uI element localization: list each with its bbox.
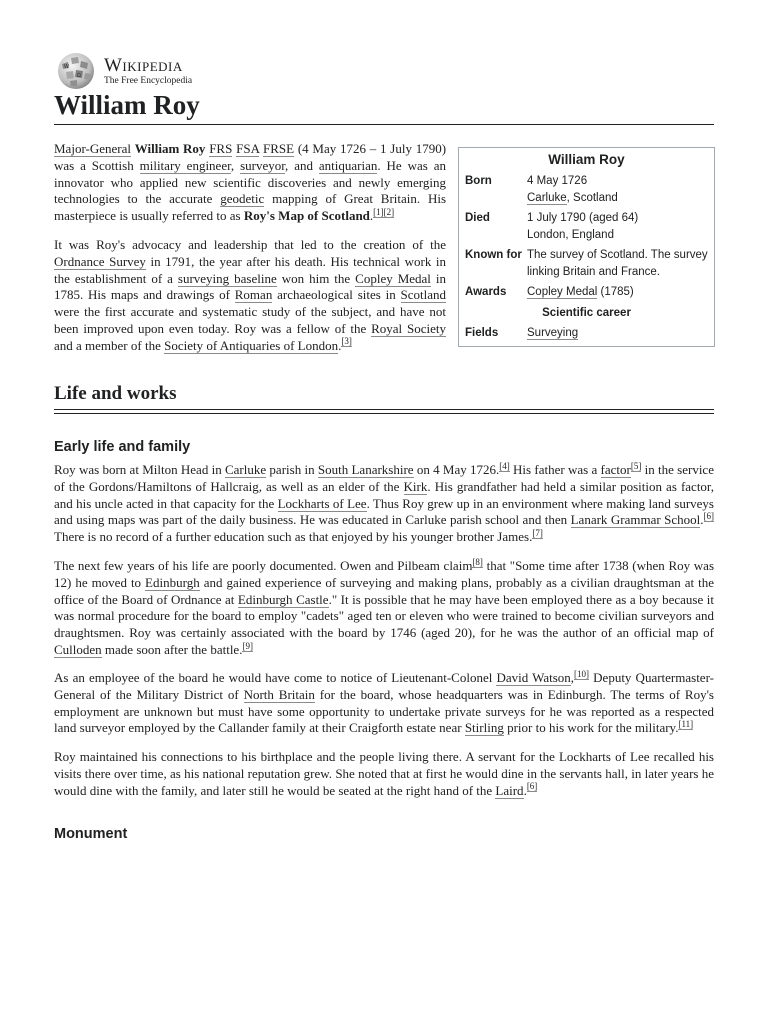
subject-name: William Roy bbox=[134, 141, 206, 156]
infobox-row-awards: Awards Copley Medal (1785) bbox=[465, 286, 634, 298]
citation-9[interactable]: [9] bbox=[242, 640, 253, 651]
infobox bbox=[458, 147, 715, 347]
link-south-lanarkshire[interactable]: South Lanarkshire bbox=[317, 462, 414, 477]
link-frs[interactable]: FRS bbox=[209, 141, 233, 156]
link-surveyor[interactable]: surveyor bbox=[240, 157, 286, 173]
link-ordnance-survey[interactable]: Ordnance Survey bbox=[54, 253, 146, 269]
link-royal-society[interactable]: Royal Society bbox=[371, 320, 447, 336]
link-kirk[interactable]: Kirk bbox=[403, 478, 428, 494]
citation-1[interactable]: [1] bbox=[373, 206, 384, 217]
citation-6-b[interactable]: [6] bbox=[526, 781, 538, 792]
lead-paragraph-2: It was Roy's advocacy and leadership that led to the creation of the Ordnance Survey in 1791, the year after his death. His technical work in the establishment of a surveying baseline won him the Copley Medal in 1785. His maps and drawings of Roman archaeological sites in Scotland were the first accurate and systematic study of the subject, and have not been improved upon even today. Roy was a fellow of the Royal Society and a member of the Society of Antiquaries of London.[3] bbox=[54, 237, 447, 353]
link-frse[interactable]: FRSE bbox=[263, 141, 295, 156]
link-lockharts-of-lee[interactable]: Lockharts of Lee bbox=[277, 495, 367, 511]
link-copley-medal[interactable]: Copley Medal bbox=[355, 270, 431, 286]
link-carluke-parish[interactable]: Carluke bbox=[224, 462, 267, 477]
link-society-of-antiquaries[interactable]: Society of Antiquaries of London bbox=[164, 337, 339, 353]
link-surveying-baseline[interactable]: surveying baseline bbox=[177, 270, 277, 286]
link-infobox-copley-medal[interactable]: Copley Medal bbox=[527, 286, 598, 298]
link-factor[interactable]: factor bbox=[600, 462, 631, 477]
link-north-britain[interactable]: North Britain bbox=[243, 686, 315, 702]
citation-6[interactable]: [6] bbox=[703, 511, 714, 522]
link-geodetic[interactable]: geodetic bbox=[220, 191, 265, 207]
link-roman[interactable]: Roman bbox=[234, 287, 273, 303]
subsection-heading-early-life: Early life and family bbox=[54, 439, 191, 455]
section-divider bbox=[54, 413, 714, 414]
citation-5[interactable]: [5] bbox=[630, 460, 642, 471]
link-david-watson[interactable]: David Watson bbox=[496, 670, 571, 685]
link-surveying[interactable]: Surveying bbox=[527, 327, 579, 339]
infobox-row-fields: Fields Surveying bbox=[465, 327, 579, 339]
infobox-title: William Roy bbox=[548, 152, 625, 167]
early-life-paragraph-3: As an employee of the board he would have come to notice of Lieutenant-Colonel David Watson,[10] Deputy Quartermaster-General of the Military District of North Britain for the board, whose headquarters was in Edinburgh. The terms of Roy's employment are unknown but must have some opportunity to undertake private surveys for he was reported as a respected land surveyor employed by the Callander family at their Craigforth estate near Stirling prior to his work for the military.[11] bbox=[54, 668, 714, 736]
link-laird[interactable]: Laird bbox=[495, 782, 524, 798]
site-name: Wikipedia bbox=[104, 54, 183, 76]
infobox-row-born: Born 4 May 1726 Carluke, Scotland bbox=[465, 175, 618, 204]
citation-3[interactable]: [3] bbox=[341, 336, 352, 347]
link-carluke[interactable]: Carluke bbox=[527, 191, 567, 204]
early-life-paragraph-2: The next few years of his life are poorly documented. Owen and Pilbeam claim[8] that "Some time after 1738 (when Roy was 12) he moved to Edinburgh and gained experience of surveying and making plans, probably as a civilian draughtsman at the office of the Board of Ordnance at Edinburgh Castle." It is possible that he may have been employed there as a boy because it was normal procedure for the board to employ "cadets" aged ten or eleven who were trained to become civilian surveyors and draughtsmen. Roy was certainly associated with the board by 1746 (aged 20), for he was the author of an official map of Culloden made soon after the battle.[9] bbox=[54, 556, 714, 657]
section-heading-life-and-works: Life and works bbox=[54, 382, 714, 410]
infobox-subheader-career: Scientific career bbox=[542, 306, 631, 319]
subsection-heading-monument: Monument bbox=[54, 826, 128, 842]
link-military-engineer[interactable]: military engineer bbox=[139, 157, 231, 173]
page-title: William Roy bbox=[54, 88, 714, 125]
roys-map-bold: Roy's Map of Scotland bbox=[243, 208, 370, 224]
citation-7[interactable]: [7] bbox=[532, 527, 543, 538]
link-stirling[interactable]: Stirling bbox=[464, 720, 504, 736]
svg-text:W: W bbox=[64, 64, 69, 70]
early-life-paragraph-4: Roy maintained his connections to his birthplace and the people living there. A servant for the Lockharts of Lee recalled his visits there over time, as his national reputation grew. She noted that at first he would dine in the servants hall, in later years he would dine with the family, and later still he would be seated at the right hand of the Laird.[6] bbox=[54, 749, 714, 798]
infobox-row-died: Died 1 July 1790 (aged 64) London, England bbox=[465, 212, 639, 241]
link-fsa[interactable]: FSA bbox=[236, 141, 260, 156]
site-header bbox=[54, 52, 192, 90]
link-culloden[interactable]: Culloden bbox=[54, 641, 102, 657]
site-tagline: The Free Encyclopedia bbox=[104, 75, 193, 86]
link-edinburgh[interactable]: Edinburgh bbox=[145, 574, 200, 590]
early-life-paragraph-1: Roy was born at Milton Head in Carluke parish in South Lanarkshire on 4 May 1726.[4] His father was a factor[5] in the service of the Gordons/Hamiltons of Hallcraig, as well as an elder of the Kirk. His grandfather had held a similar position as factor, and his uncle acted in that capacity for the Lockharts of Lee. Thus Roy grew up in an environment where making land surveys and using maps was part of the daily business. He was educated in Carluke parish school and then Lanark Grammar School.[6] There is no record of a further education such as that enjoyed by his younger brother James.[7] bbox=[54, 460, 714, 545]
link-lanark-grammar-school[interactable]: Lanark Grammar School bbox=[570, 512, 701, 528]
infobox-row-known-for: Known for The survey of Scotland. The survey linking Britain and France. bbox=[465, 249, 708, 278]
lead-paragraph-1: Major-General William Roy FRS FSA FRSE (4 May 1726 – 1 July 1790) was a Scottish military engineer, surveyor, and antiquarian. He was an innovator who applied new scientific discoveries and newly emerging technologies to the accurate geodetic mapping of Great Britain. His masterpiece is usually referred to as Roy's Map of Scotland.[1][2] bbox=[54, 141, 447, 224]
citation-4[interactable]: [4] bbox=[499, 460, 510, 471]
link-antiquarian[interactable]: antiquarian bbox=[318, 157, 378, 173]
citation-10[interactable]: [10] bbox=[574, 668, 590, 679]
link-edinburgh-castle[interactable]: Edinburgh Castle bbox=[237, 591, 329, 607]
wikipedia-wordmark[interactable] bbox=[104, 56, 192, 87]
citation-11[interactable]: [11] bbox=[678, 719, 694, 730]
citation-8[interactable]: [8] bbox=[472, 556, 483, 567]
citation-2[interactable]: [2] bbox=[383, 206, 395, 217]
svg-text:Ω: Ω bbox=[77, 73, 81, 79]
link-scotland[interactable]: Scotland bbox=[400, 287, 446, 303]
link-major-general[interactable]: Major-General bbox=[54, 141, 131, 156]
wikipedia-globe-icon[interactable] bbox=[54, 52, 98, 90]
